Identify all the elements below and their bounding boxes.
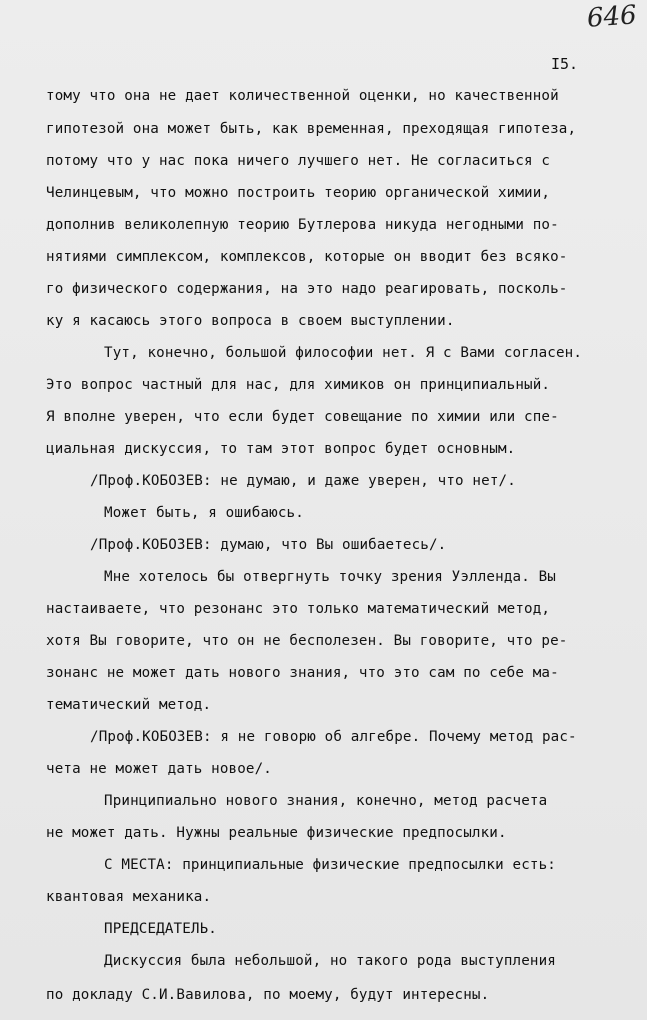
text-line: тематический метод. [46, 697, 212, 713]
text-line: Челинцевым, что можно построить теорию органической химии, [46, 185, 551, 201]
text-line: гипотезой она может быть, как временная, преходящая гипотеза, [46, 121, 577, 137]
text-line: циальная дискуссия, то там этот вопрос будет основным. [46, 441, 516, 457]
text-line: Принципиально нового знания, конечно, метод расчета [104, 793, 548, 809]
text-line: хотя Вы говорите, что он не бесполезен. Вы говорите, что ре- [46, 633, 568, 649]
page-number: I5. [551, 55, 579, 73]
text-line: не может дать. Нужны реальные физические предпосылки. [46, 825, 507, 841]
text-line: ПРЕДСЕДАТЕЛЬ. [104, 921, 217, 937]
text-line: чета не может дать новое/. [46, 761, 272, 777]
handwritten-archive-number: 646 [586, 0, 638, 34]
text-line: по докладу С.И.Вавилова, по моему, будут интересны. [46, 987, 490, 1003]
text-line: /Проф.КОБОЗЕВ: я не говорю об алгебре. Почему метод рас- [90, 729, 577, 745]
text-line: потому что у нас пока ничего лучшего нет. Не согласиться с [46, 153, 551, 169]
text-line: квантовая механика. [46, 889, 212, 905]
text-line: тому что она не дает количественной оценки, но качественной [46, 88, 559, 104]
text-line: зонанс не может дать нового знания, что это сам по себе ма- [46, 665, 559, 681]
text-line: Может быть, я ошибаюсь. [104, 505, 304, 521]
text-line: нятиями симплексом, комплексов, которые он вводит без всяко- [46, 249, 568, 265]
text-line: /Проф.КОБОЗЕВ: не думаю, и даже уверен, что нет/. [90, 473, 516, 489]
text-line: настаиваете, что резонанс это только математический метод, [46, 601, 551, 617]
text-line: ку я касаюсь этого вопроса в своем выступлении. [46, 313, 455, 329]
text-line: Мне хотелось бы отвергнуть точку зрения Уэлленда. Вы [104, 569, 556, 585]
text-line: Я вполне уверен, что если будет совещание по химии или спе- [46, 409, 559, 425]
text-line: дополнив великолепную теорию Бутлерова никуда негодными по- [46, 217, 559, 233]
text-line: /Проф.КОБОЗЕВ: думаю, что Вы ошибаетесь/. [90, 537, 447, 553]
text-line: го физического содержания, на это надо реагировать, посколь- [46, 281, 568, 297]
text-line: Тут, конечно, большой философии нет. Я с Вами согласен. [104, 345, 583, 361]
text-line: Это вопрос частный для нас, для химиков он принципиальный. [46, 377, 551, 393]
text-line: Дискуссия была небольшой, но такого рода выступления [104, 953, 556, 969]
text-line: С МЕСТА: принципиальные физические предпосылки есть: [104, 857, 556, 873]
